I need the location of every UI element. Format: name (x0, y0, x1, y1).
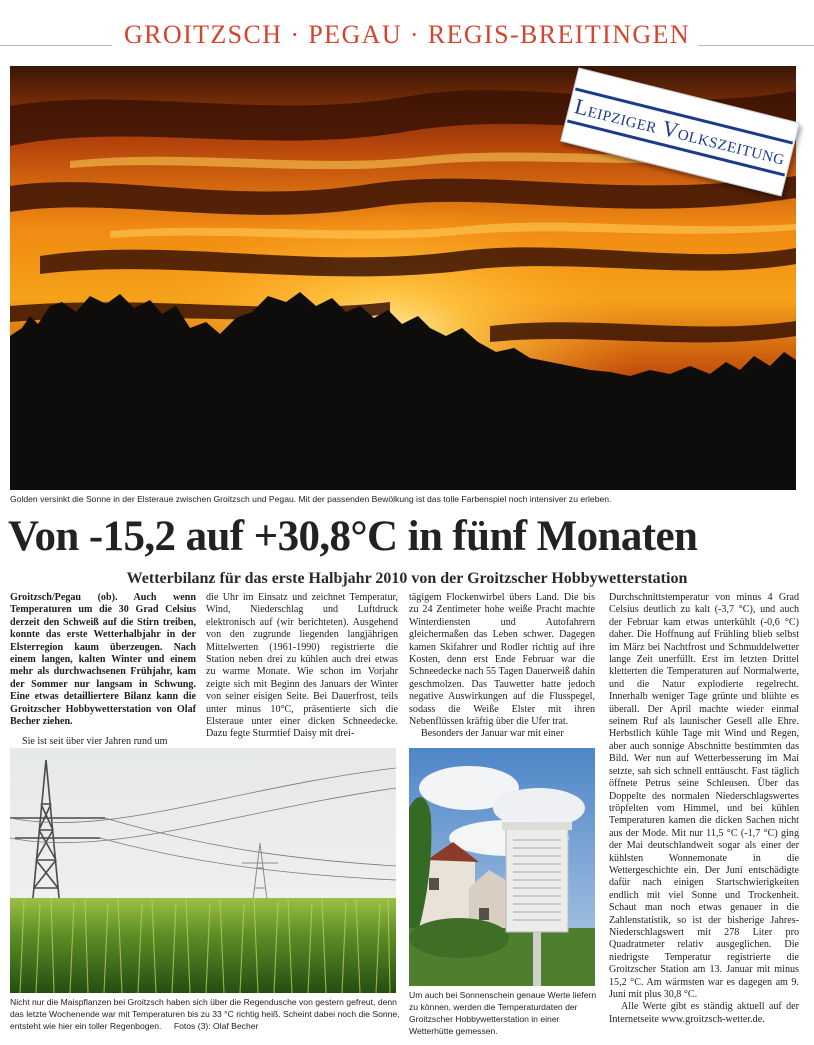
photo-credit: Fotos (3): Olaf Becher (173, 1021, 259, 1031)
article-lead: Groitzsch/Pegau (ob). Auch wenn Temperaturen um die 30 Grad Celsius derzeit den Schweiß auf die Stirn treiben, konnte das erste Wetterhalbjahr in der Elsterregion kaum überzeugen. Nach einem langen, kalten Winter und einem mehr als durchwachsenen Frühjahr, kam der Sommer nur langsam in Schwung. Eine etwas detailliertere Bilanz kann die Groitzscher Hobbywetterstation von Olaf Becher ziehen. (10, 592, 196, 728)
article-paragraph: Sie ist seit über vier Jahren rund um (22, 736, 168, 748)
region-banner: GROITZSCH · PEGAU · REGIS-BREITINGEN (123, 20, 691, 49)
weather-station-photo-caption: Um auch bei Sonnenschein genaue Werte liefern zu können, werden die Temperaturdaten der Groitzscher Hobbywetterstation in einer Wetterhütte gemessen. (409, 990, 597, 1036)
top-photo-caption: Golden versinkt die Sonne in der Elsteraue zwischen Groitzsch und Pegau. Mit der passenden Bewölkung ist das tolle Farbenspiel noch intensiver zu erleben. (10, 494, 612, 504)
article-column-1 (10, 592, 196, 749)
article-paragraph: die Uhr im Einsatz und zeichnet Temperatur, Wind, Niederschlag und Luftdruck elektronisch auf (wir berichteten). Ausgehend von den zugrunde liegenden langjährigen Mittelwerten (1961-1990) registrierte die Station neben drei zu kühlen auch drei etwas zu warme Monate. Wie schon im Vorjahr zeigte sich mit Beginn des Januars der Winter von seiner eisigen Seite. Bei Dauerfrost, teils unter minus 10°C, präsentierte sich die Elsteraue unter einer dicken Schneedecke. Dazu fegte Sturmtief Daisy mit drei- (206, 592, 398, 740)
article-paragraph: Besonders der Januar war mit einer (421, 728, 564, 740)
logo-text: Leipziger Volkszeitung (567, 87, 793, 176)
cornfield-photo (10, 748, 396, 993)
article-paragraph: tägigem Flockenwirbel übers Land. Die bis zu 24 Zentimeter hohe weiße Pracht machte Winterdiensten und Autofahrern gleichermaßen das Leben schwer. Dagegen kamen Skifahrer und Rodler richtig auf ihre Kosten, denn erst Ende Februar war die Schneedecke nach 55 Tagen Dauerweiß dahin geschmolzen. Das Tauwetter hatte jedoch negative Auswirkungen auf die Flusspegel, sodass die Weiße Elster mit ihren Nebenflüssen kräftig über die Ufer trat. (409, 592, 595, 728)
cornfield-photo-caption (10, 996, 400, 1032)
article-paragraph: Alle Werte gibt es ständig aktuell auf der Internetseite www.groitzsch-wetter.de. (609, 1001, 799, 1025)
caption-text: Nicht nur die Maispflanzen bei Groitzsch haben sich über die Regendusche von gestern gefreut, denn das letzte Wochenende war mit Temperaturen bis zu 33 °C richtig heiß. Scheint dabei noch die Sonne, entsteht wie hier ein toller Regenbogen. (10, 997, 400, 1031)
article-column-3 (409, 592, 595, 741)
weather-station-photo (409, 748, 595, 986)
article-column-4 (609, 592, 799, 1026)
subheadline: Wetterbilanz für das erste Halbjahr 2010 von der Groitzscher Hobbywetterstation (126, 570, 688, 587)
article-paragraph: Durchschnittstemperatur von minus 4 Grad Celsius deutlich zu kalt (-3,7 °C), und auch der Februar kam etwas unterkühlt (-0,6 °C) daher. Die Hoffnung auf Frühling blieb selbst im März bei Nachtfrost und Schmuddelwetter lange Zeit unerfüllt. Erst im letzten Drittel kletterten die Temperaturen auf Normalwerte, und die Natur explodierte regelrecht. Innerhalb weniger Tage grünte und blühte es überall. Der April machte wieder einmal seinem Ruf als launischer Gesell alle Ehre. Herbstlich kühle Tage mit Wind und Regen, aber auch sonnige Abschnitte bestimmten das Bild. Wer nun auf Wetterbesserung im Mai setzte, sah sich schnell enttäuscht. Fast täglich öffnete Petrus seine Schleusen. Über das Doppelte des normalen Niederschlagswertes tröpfelten vom Himmel, und bei kühlen Temperaturen kamen die dicken Sachen nicht aus der Mode. Mit nur 11,5 °C (-1,7 °C) ging der Mai deutschlandweit sogar als einer der kühlsten Wonnemonate in die Wettergeschichte ein. Der Juni entschädigte dafür nach einigen Startschwierigkeiten endlich mit viel Sonne und Trockenheit. Schaut man noch etwas genauer in die Zahlenstatistik, so ist der bisherige Jahres-Niederschlagswert mit 278 Liter pro Quadratmeter relativ ausgeglichen. Die niedrigste Temperatur registrierte die Groitzscher Station am 13. Januar mit minus 15,2 °C. Am wärmsten war es dagegen am 9. Juni mit plus 30,8 °C. (609, 592, 799, 1000)
headline: Von -15,2 auf +30,8°C in fünf Monaten (8, 513, 698, 560)
article-column-2 (206, 592, 398, 741)
